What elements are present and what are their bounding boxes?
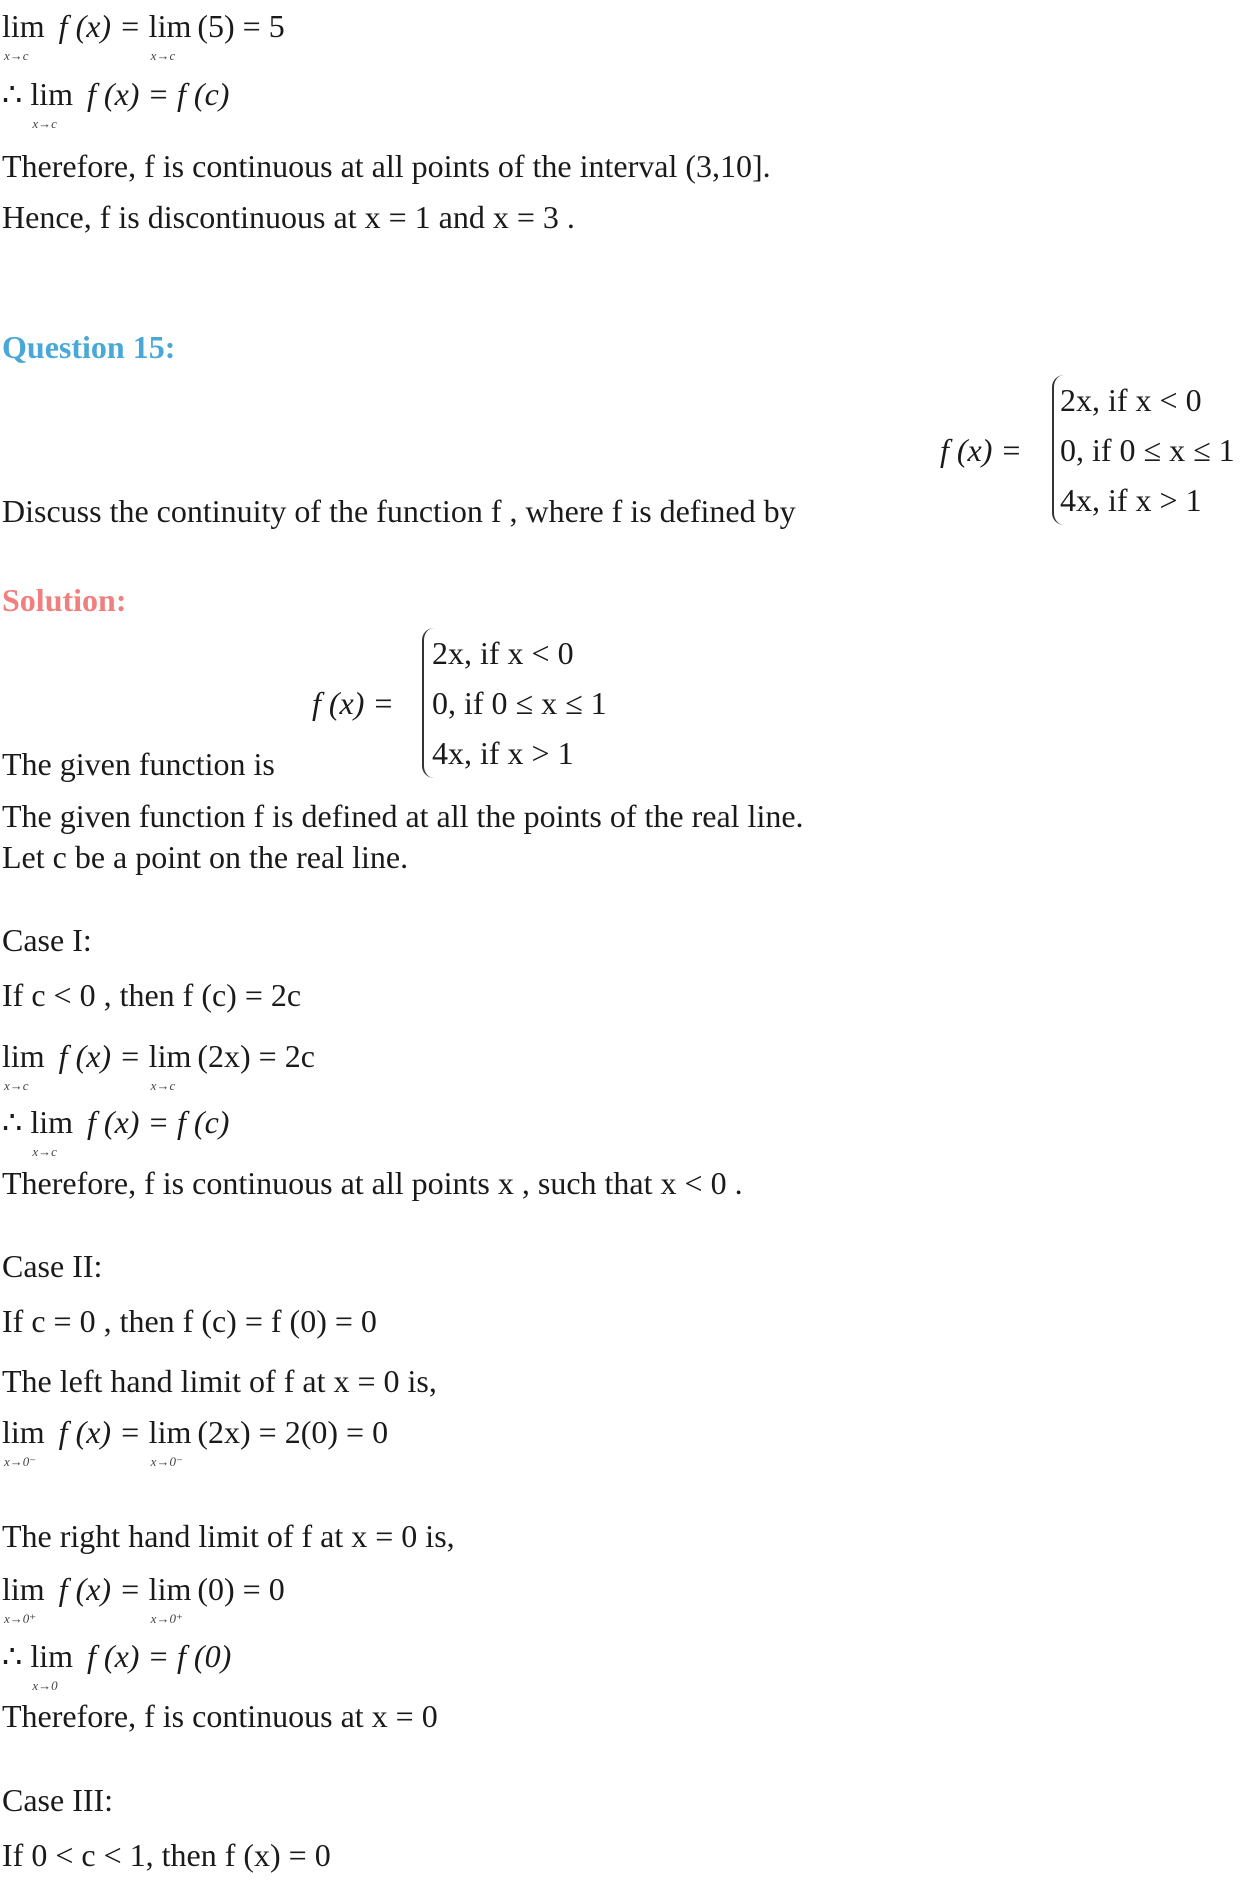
text-line: The given function f is defined at all the points of the real line. — [2, 798, 804, 834]
question-text: Discuss the continuity of the function f , where f is defined by — [2, 493, 796, 529]
lim: lim — [2, 1038, 45, 1074]
text-line: The given function is — [2, 746, 275, 782]
text-line: If 0 < c < 1, then f (x) = 0 — [2, 1837, 331, 1873]
lim-sub: x→c — [4, 1078, 29, 1093]
text-line: Therefore, f is continuous at x = 0 — [2, 1698, 438, 1734]
lim-sub: x→0⁺ — [4, 1611, 37, 1626]
lim-sub: x→c — [4, 48, 29, 63]
expr: f (x) = f (0) — [79, 1638, 232, 1674]
case-row: 2x, if x < 0 — [1060, 382, 1202, 418]
expr: f (x) = — [50, 1571, 149, 1607]
lim: lim — [148, 1038, 192, 1074]
case-row: 4x, if x > 1 — [1060, 482, 1202, 518]
lim: lim — [30, 76, 74, 112]
expr: (2x) = 2(0) = 0 — [197, 1414, 389, 1450]
limit-equation — [2, 1569, 285, 1626]
therefore-symbol: ∴ — [2, 1104, 31, 1140]
lim-sub: x→0⁺ — [150, 1611, 183, 1626]
lim: lim — [30, 1104, 74, 1140]
case-heading: Case I: — [2, 922, 92, 958]
therefore-equation — [2, 1102, 230, 1159]
text-line: Therefore, f is continuous at all points of the interval (3,10]. — [2, 148, 771, 184]
case-row: 2x, if x < 0 — [432, 635, 574, 671]
expr: f (x) = — [50, 8, 149, 44]
case-row: 4x, if x > 1 — [432, 735, 574, 771]
lim: lim — [148, 8, 192, 44]
text-line: Therefore, f is continuous at all points x , such that x < 0 . — [2, 1165, 743, 1201]
lim-sub: x→c — [32, 116, 57, 131]
text-line: The right hand limit of f at x = 0 is, — [2, 1518, 455, 1554]
expr: f (x) = f (c) — [79, 76, 230, 112]
therefore-symbol: ∴ — [2, 76, 31, 112]
text-line: The left hand limit of f at x = 0 is, — [2, 1363, 437, 1399]
text-line: If c < 0 , then f (c) = 2c — [2, 977, 302, 1013]
expr: (2x) = 2c — [197, 1038, 315, 1074]
lim-sub: x→0 — [32, 1678, 58, 1693]
expr: (5) = 5 — [197, 8, 285, 44]
limit-equation — [2, 6, 285, 63]
lim-sub: x→0⁻ — [4, 1454, 37, 1469]
piecewise-definition — [312, 628, 632, 778]
limit-equation — [2, 1036, 315, 1093]
lim-sub: x→c — [32, 1144, 57, 1159]
case-heading: Case II: — [2, 1248, 103, 1284]
fx-label: f (x) = — [940, 432, 1022, 468]
therefore-symbol: ∴ — [2, 1638, 31, 1674]
expr: f (x) = — [50, 1038, 149, 1074]
solution-heading: Solution: — [2, 582, 127, 618]
expr: f (x) = — [50, 1414, 149, 1450]
lim-sub: x→0⁻ — [150, 1454, 183, 1469]
therefore-equation — [2, 1636, 232, 1693]
case-row: 0, if 0 ≤ x ≤ 1 — [1060, 432, 1235, 468]
text-line: If c = 0 , then f (c) = f (0) = 0 — [2, 1303, 377, 1339]
text-line: Hence, f is discontinuous at x = 1 and x = 3 . — [2, 199, 575, 235]
case-row: 0, if 0 ≤ x ≤ 1 — [432, 685, 607, 721]
therefore-equation — [2, 74, 230, 131]
limit-equation — [2, 1412, 389, 1469]
expr: (0) = 0 — [197, 1571, 285, 1607]
lim: lim — [2, 1571, 45, 1607]
text-line: Let c be a point on the real line. — [2, 839, 409, 875]
lim: lim — [30, 1638, 74, 1674]
question-heading: Question 15: — [2, 329, 176, 365]
fx-label: f (x) = — [312, 685, 394, 721]
lim: lim — [148, 1571, 192, 1607]
lim: lim — [148, 1414, 192, 1450]
piecewise-definition — [940, 375, 1240, 525]
case-heading: Case III: — [2, 1782, 114, 1818]
lim: lim — [2, 1414, 45, 1450]
lim-sub: x→c — [150, 1078, 176, 1093]
expr: f (x) = f (c) — [79, 1104, 230, 1140]
lim: lim — [2, 8, 45, 44]
lim-sub: x→c — [150, 48, 176, 63]
